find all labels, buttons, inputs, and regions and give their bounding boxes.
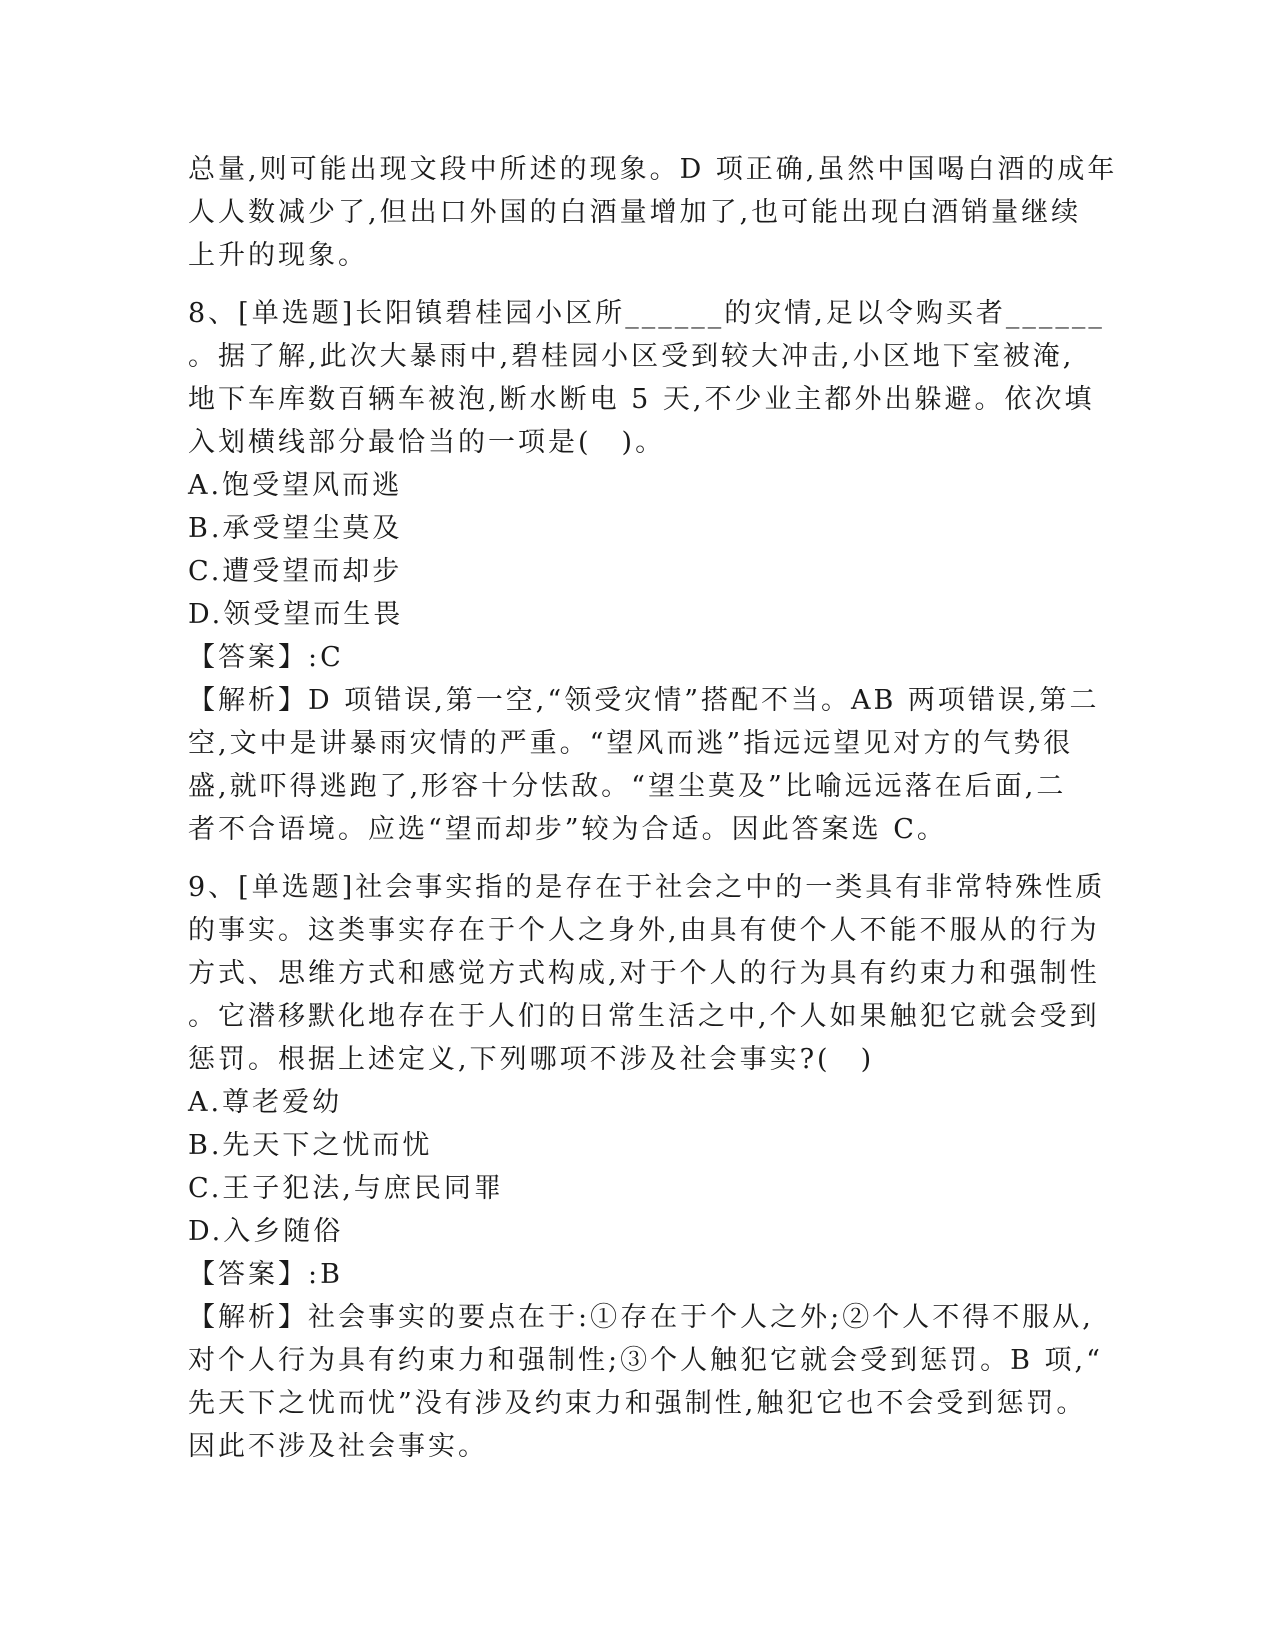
option-d: D.入乡随俗	[188, 1216, 344, 1247]
question-stem-line: 地下车库数百辆车被泡,断水断电 5 天,不少业主都外出躲避。依次填	[188, 384, 1095, 415]
option-a: A.尊老爱幼	[188, 1087, 343, 1118]
question-stem-line: 方式、思维方式和感觉方式构成,对于个人的行为具有约束力和强制性	[188, 958, 1100, 989]
paragraph-line: 总量,则可能出现文段中所述的现象。D 项正确,虽然中国喝白酒的成年	[188, 154, 1118, 185]
question-stem-line: 的事实。这类事实存在于个人之身外,由具有使个人不能不服从的行为	[188, 915, 1100, 946]
option-c: C.王子犯法,与庶民同罪	[188, 1173, 504, 1204]
answer-line: 【答案】:B	[188, 1259, 343, 1290]
analysis-line: 空,文中是讲暴雨灾情的严重。“望风而逃”指远远望见对方的气势很	[188, 728, 1074, 759]
analysis-line: 因此不涉及社会事实。	[188, 1431, 488, 1462]
analysis-line: 【解析】D 项错误,第一空,“领受灾情”搭配不当。AB 两项错误,第二	[188, 685, 1100, 716]
question-8	[188, 292, 1105, 851]
question-stem-line: 。它潜移默化地存在于人们的日常生活之中,个人如果触犯它就会受到	[188, 1001, 1100, 1032]
option-b: B.承受望尘莫及	[188, 513, 403, 544]
option-d: D.领受望而生畏	[188, 599, 404, 630]
question-stem-line: 入划横线部分最恰当的一项是( )。	[188, 427, 666, 458]
question-stem-line: 。据了解,此次大暴雨中,碧桂园小区受到较大冲击,小区地下室被淹,	[188, 341, 1075, 372]
spacer	[188, 277, 1088, 292]
analysis-line: 对个人行为具有约束力和强制性;③个人触犯它就会受到惩罚。B 项,“	[188, 1345, 1103, 1376]
paragraph-line: 人人数减少了,但出口外国的白酒量增加了,也可能出现白酒销量继续	[188, 197, 1082, 228]
analysis-line: 者不合语境。应选“望而却步”较为合适。因此答案选 C。	[188, 814, 947, 845]
document-page	[188, 148, 1118, 1468]
option-b: B.先天下之忧而忧	[188, 1130, 433, 1161]
option-a: A.饱受望风而逃	[188, 470, 403, 501]
paragraph-line: 上升的现象。	[188, 240, 368, 271]
analysis-line: 【解析】社会事实的要点在于:①存在于个人之外;②个人不得不服从,	[188, 1302, 1094, 1333]
analysis-line: 盛,就吓得逃跑了,形容十分怯敌。“望尘莫及”比喻远远落在后面,二	[188, 771, 1067, 802]
previous-analysis-continuation	[188, 148, 1118, 277]
question-stem-line: 8、[单选题]长阳镇碧桂园小区所______的灾情,足以令购买者______	[188, 298, 1105, 329]
question-stem-line: 惩罚。根据上述定义,下列哪项不涉及社会事实?( )	[188, 1044, 875, 1075]
analysis-line: 先天下之忧而忧”没有涉及约束力和强制性,触犯它也不会受到惩罚。	[188, 1388, 1087, 1419]
answer-line: 【答案】:C	[188, 642, 344, 673]
option-c: C.遭受望而却步	[188, 556, 403, 587]
spacer	[188, 851, 1088, 866]
question-stem-line: 9、[单选题]社会事实指的是存在于社会之中的一类具有非常特殊性质	[188, 872, 1106, 903]
question-9	[188, 866, 1106, 1468]
